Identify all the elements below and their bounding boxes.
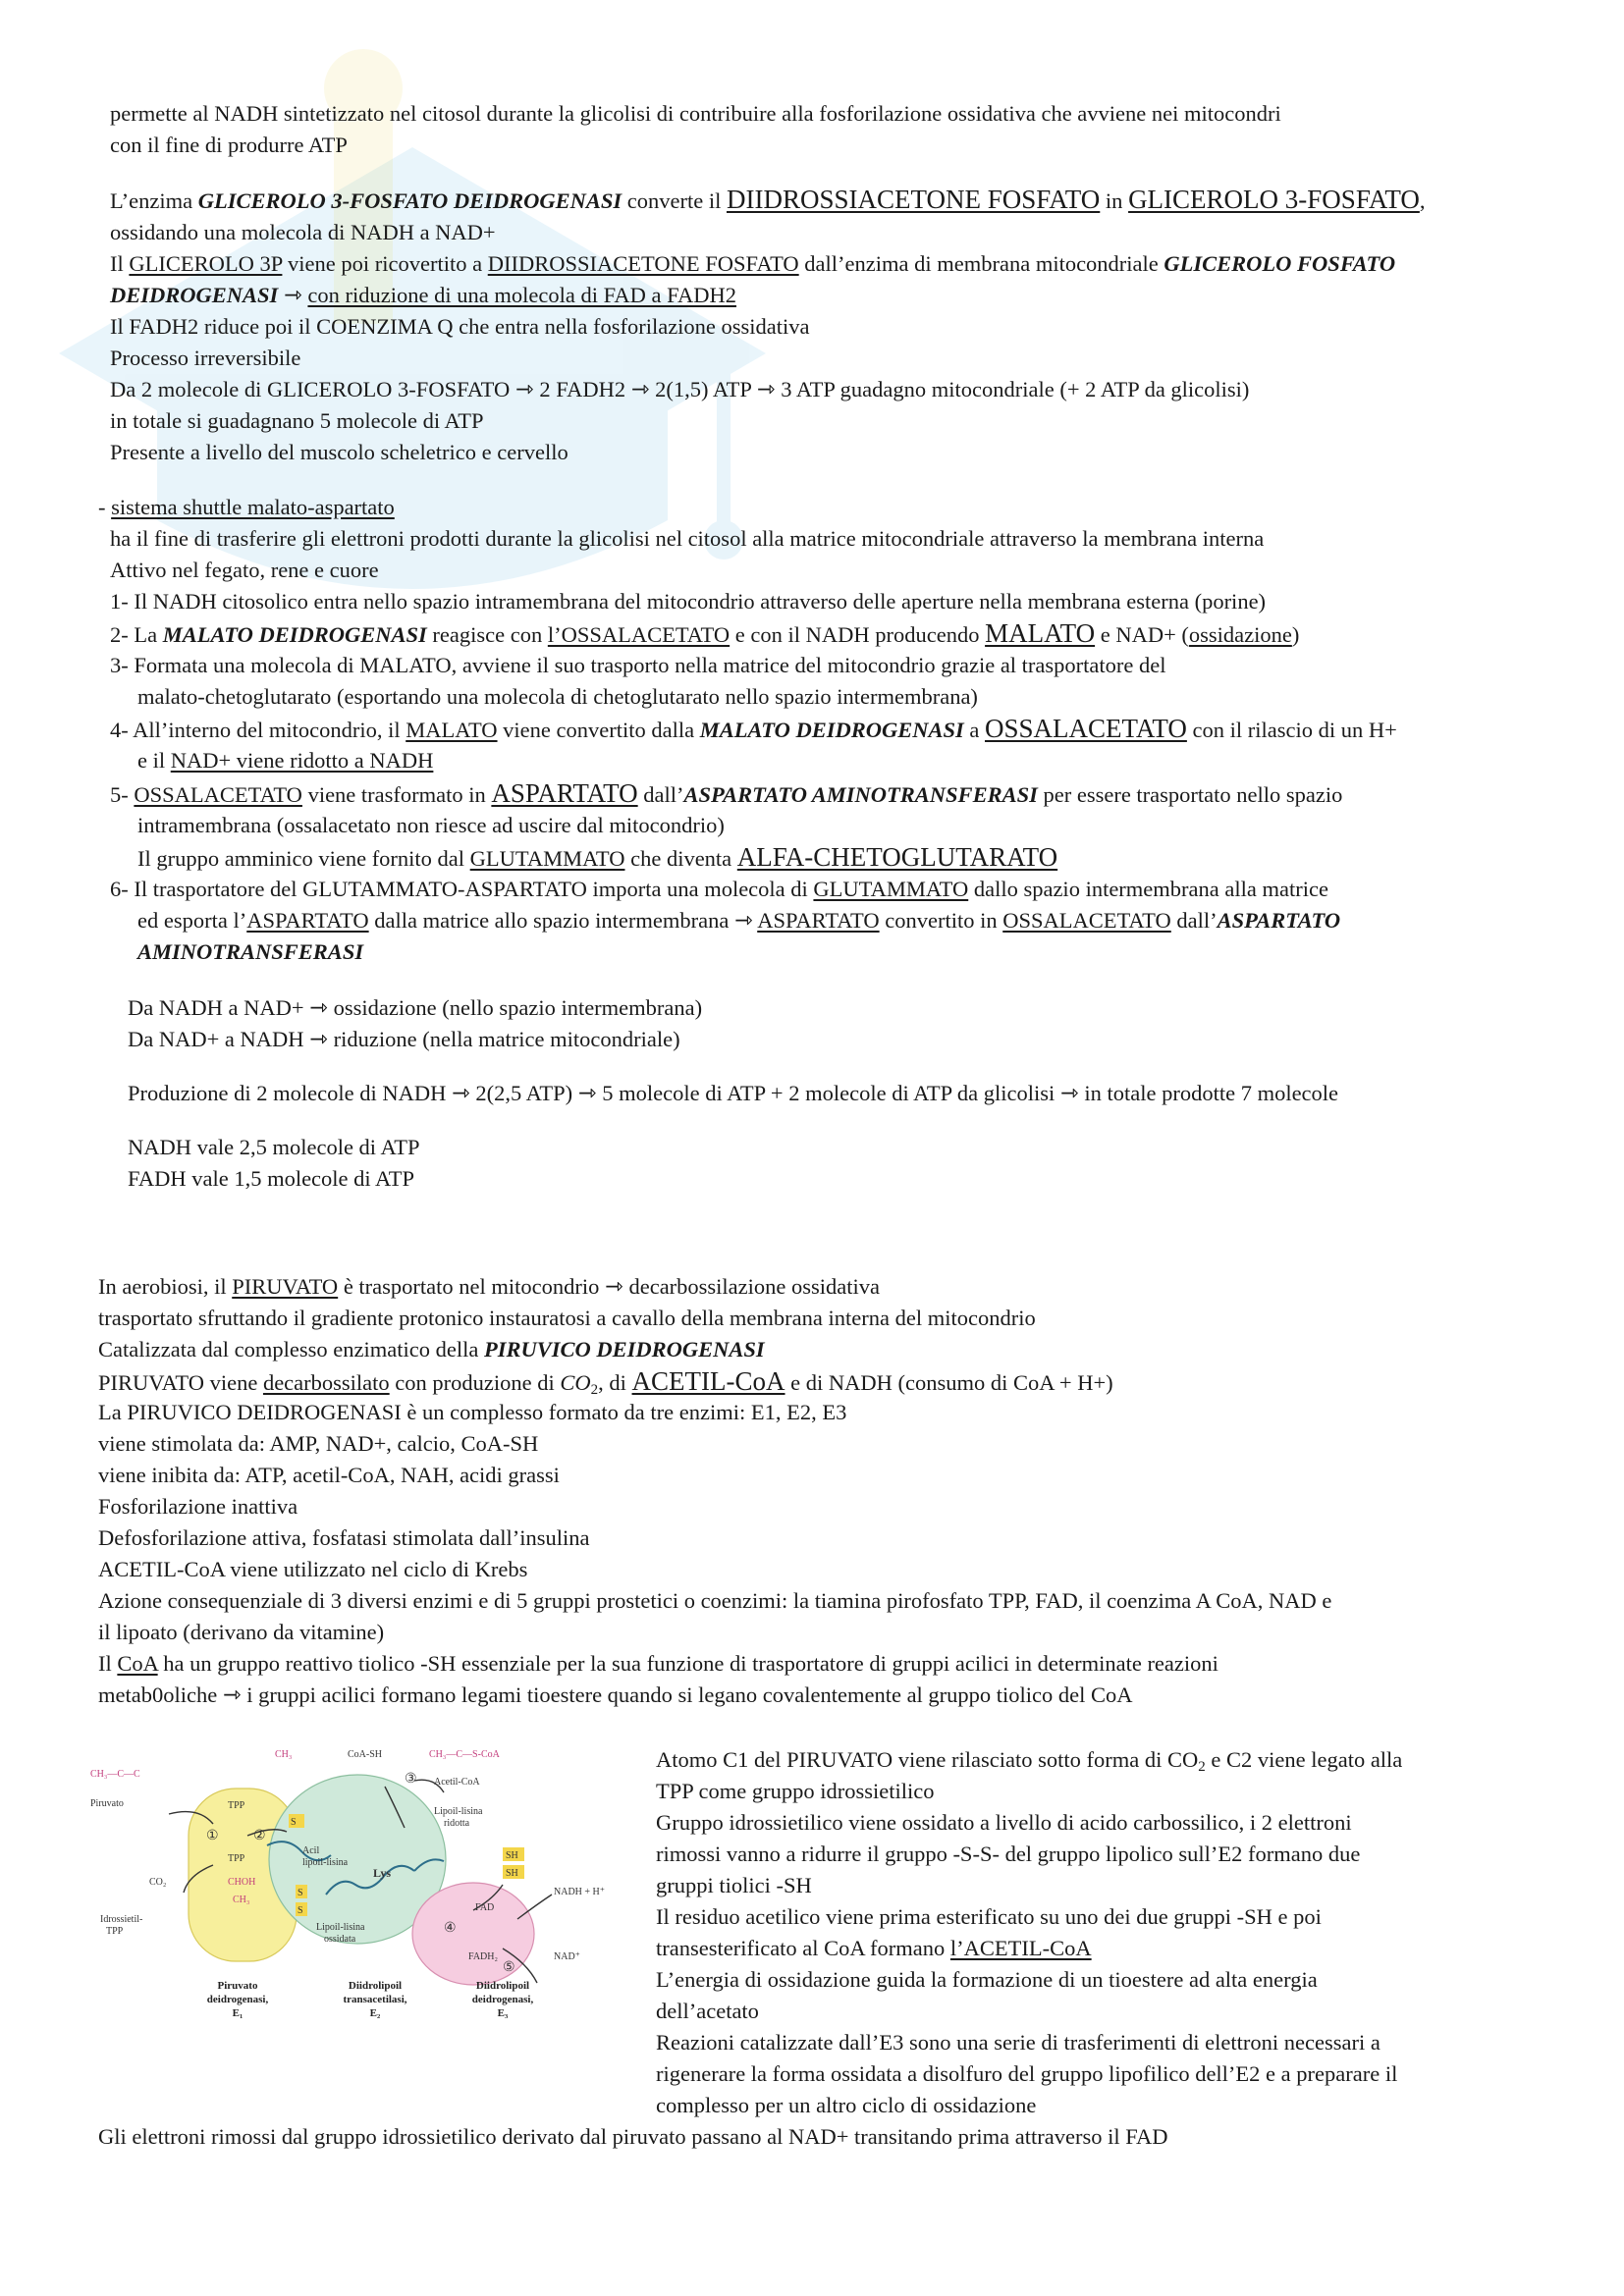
text-line: dell’acetato xyxy=(656,1999,759,2023)
ch3-label: CH₃ xyxy=(275,1749,293,1760)
text-line: La PIRUVICO DEIDROGENASI è un complesso formato da tre enzimi: E1, E2, E3 xyxy=(98,1400,847,1424)
reduced-lipoyl-label: Lipoil-lisina xyxy=(434,1806,483,1817)
text-line: Presente a livello del muscolo scheletrico e cervello xyxy=(110,440,568,464)
text-line: ossidando una molecola di NADH a NAD+ xyxy=(110,220,496,244)
text-line: 4- All’interno del mitocondrio, il MALATO viene convertito dalla MALATO DEIDROGENASI a OSSALACETATO con il rilascio di un H+ xyxy=(110,714,1397,743)
text-line: Processo irreversibile xyxy=(110,346,301,370)
text-line: PIRUVATO viene decarbossilato con produzione di $CO_2$, di ACETIL-CoA e di NADH (consumo di CoA + H+) xyxy=(98,1366,1113,1398)
text-line: Gli elettroni rimossi dal gruppo idrossietilico derivato dal piruvato passano al NAD+ transitando prima attraverso il FAD xyxy=(98,2124,1168,2149)
text-line: 1- Il NADH citosolico entra nello spazio intramembrana del mitocondrio attraverso delle aperture nella membrana esterna (porine) xyxy=(110,589,1267,614)
s-label: S xyxy=(291,1817,297,1828)
e1-caption: Piruvato xyxy=(217,1980,258,1992)
acyl-label: Acil xyxy=(302,1845,320,1856)
text-line: ACETIL-CoA viene utilizzato nel ciclo di Krebs xyxy=(98,1557,528,1581)
text-line: L’energia di ossidazione guida la formazione di un tioestere ad alta energia xyxy=(656,1967,1318,1992)
text-line: NADH vale 2,5 molecole di ATP xyxy=(128,1135,420,1159)
pdh-complex-figure xyxy=(90,1737,621,2032)
text-line: Fosforilazione inattiva xyxy=(98,1494,298,1519)
text-line: DEIDROGENASI ⇾ con riduzione di una molecola di FAD a FADH2 xyxy=(110,283,736,307)
text-line: Da NAD+ a NADH ⇾ riduzione (nella matrice mitocondriale) xyxy=(128,1027,680,1051)
acetylcoa-label: Acetil-CoA xyxy=(434,1777,480,1788)
text-line: Il CoA ha un gruppo reattivo tiolico -SH essenziale per la sua funzione di trasportatore di gruppi acilici in determinate reazioni xyxy=(98,1651,1218,1676)
text-line: il lipoato (derivano da vitamine) xyxy=(98,1620,385,1644)
text-line: FADH vale 1,5 molecole di ATP xyxy=(128,1166,415,1191)
text-line: AMINOTRANSFERASI xyxy=(137,939,364,964)
oxidized-lipoyl-label: ossidata xyxy=(324,1934,356,1945)
ch3-label: CH₃ xyxy=(233,1895,250,1905)
e1-caption: E₁ xyxy=(232,2007,244,2019)
text-line: 2- La MALATO DEIDROGENASI reagisce con l’OSSALACETATO e con il NADH producendo MALATO e NAD+ (ossidazione) xyxy=(110,618,1300,648)
nadh-label: NADH + H⁺ xyxy=(554,1887,606,1897)
text-line: Il gruppo amminico viene fornito dal GLUTAMMATO che diventa ALFA-CHETOGLUTARATO xyxy=(137,842,1058,872)
acyl-label: lipoil-lisina xyxy=(302,1857,349,1868)
e1-caption: deidrogenasi, xyxy=(206,1994,269,2005)
tpp-label: TPP xyxy=(228,1853,245,1864)
pyruvate-formula: CH₃—C—C xyxy=(90,1769,140,1780)
text-line: Reazioni catalizzate dall’E3 sono una serie di trasferimenti di elettroni necessari a xyxy=(656,2030,1380,2055)
text-line: In aerobiosi, il PIRUVATO è trasportato nel mitocondrio ⇾ decarbossilazione ossidativa xyxy=(98,1274,881,1299)
step-number: ① xyxy=(206,1829,219,1843)
text-line: Produzione di 2 molecole di NADH ⇾ 2(2,5 ATP) ⇾ 5 molecole di ATP + 2 molecole di ATP da glicolisi ⇾ in totale prodotte 7 molecole xyxy=(128,1081,1339,1105)
text-line: con il fine di produrre ATP xyxy=(110,133,348,157)
text-line: TPP come gruppo idrossietilico xyxy=(656,1779,935,1803)
text-line: permette al NADH sintetizzato nel citosol durante la glicolisi di contribuire alla fosforilazione ossidativa che avviene nei mitocondri xyxy=(110,101,1281,126)
e2-caption: E₂ xyxy=(369,2007,381,2019)
coash-label: CoA-SH xyxy=(348,1749,383,1760)
e2-caption: Diidrolipoil xyxy=(348,1980,403,1992)
hydroxyethyl-label: TPP xyxy=(106,1926,124,1937)
text-line: - sistema shuttle malato-aspartato xyxy=(98,495,395,519)
text-line: Il residuo acetilico viene prima esterificato su uno dei due gruppi -SH e poi xyxy=(656,1904,1322,1929)
fad-label: FAD xyxy=(475,1902,495,1913)
text-line: Da NADH a NAD+ ⇾ ossidazione (nello spazio intermembrana) xyxy=(128,995,703,1020)
sh-label: SH xyxy=(506,1868,518,1879)
hydroxyethyl-label: Idrossietil- xyxy=(100,1914,143,1925)
text-line: Attivo nel fegato, rene e cuore xyxy=(110,558,379,582)
text-line: Azione consequenziale di 3 diversi enzimi e di 5 gruppi prostetici o coenzimi: la tiamina pirofosfato TPP, FAD, il coenzima A CoA, NAD e xyxy=(98,1588,1332,1613)
text-line: metab0oliche ⇾ i gruppi acilici formano legami tioestere quando si legano covalentemente al gruppo tiolico del CoA xyxy=(98,1682,1133,1707)
text-line: rigenerare la forma ossidata a disolfuro del gruppo lipofilico dell’E2 e a preparare il xyxy=(656,2061,1398,2086)
text-line: Da 2 molecole di GLICEROLO 3-FOSFATO ⇾ 2 FADH2 ⇾ 2(1,5) ATP ⇾ 3 ATP guadagno mitocondriale (+ 2 ATP da glicolisi) xyxy=(110,377,1250,401)
e3-caption: deidrogenasi, xyxy=(471,1994,534,2005)
text-line: intramembrana (ossalacetato non riesce ad uscire dal mitocondrio) xyxy=(137,813,725,837)
text-line: Il GLICEROLO 3P viene poi ricovertito a DIIDROSSIACETONE FOSFATO dall’enzima di membrana mitocondriale GLICEROLO FOSFATO xyxy=(110,251,1396,276)
acetylcoa-formula: CH₃—C—S-CoA xyxy=(429,1749,500,1760)
sh-label: SH xyxy=(506,1850,518,1861)
text-line: viene inibita da: ATP, acetil-CoA, NAH, acidi grassi xyxy=(98,1463,560,1487)
step-number: ② xyxy=(253,1829,266,1843)
text-line: complesso per un altro ciclo di ossidazione xyxy=(656,2093,1037,2117)
e3-caption: E₃ xyxy=(497,2007,509,2019)
e3-region xyxy=(412,1883,534,1985)
tpp-label: TPP xyxy=(228,1800,245,1811)
text-line: trasportato sfruttando il gradiente protonico instauratosi a cavallo della membrana interna del mitocondrio xyxy=(98,1306,1036,1330)
text-line: transesterificato al CoA formano l’ACETIL-CoA xyxy=(656,1936,1092,1960)
oxidized-lipoyl-label: Lipoil-lisina xyxy=(316,1922,365,1933)
text-line: ha il fine di trasferire gli elettroni prodotti durante la glicolisi nel citosol alla matrice mitocondriale attraverso la membrana interna xyxy=(110,526,1265,551)
text-line: in totale si guadagnano 5 molecole di ATP xyxy=(110,408,484,433)
s-label: S xyxy=(298,1905,303,1916)
text-line: 6- Il trasportatore del GLUTAMMATO-ASPARTATO importa una molecola di GLUTAMMATO dallo spazio intermembrana alla matrice xyxy=(110,877,1328,901)
text-line: L’enzima GLICEROLO 3-FOSFATO DEIDROGENASI converte il DIIDROSSIACETONE FOSFATO in GLICEROLO 3-FOSFATO, xyxy=(110,185,1426,214)
step-number: ③ xyxy=(405,1772,417,1787)
nad-label: NAD⁺ xyxy=(554,1951,580,1962)
text-line: Il FADH2 riduce poi il COENZIMA Q che entra nella fosforilazione ossidativa xyxy=(110,314,810,339)
step-number: ⑤ xyxy=(503,1960,515,1975)
fadh2-label: FADH₂ xyxy=(468,1951,498,1962)
reduced-lipoyl-label: ridotta xyxy=(444,1818,470,1829)
text-line: 3- Formata una molecola di MALATO, avviene il suo trasporto nella matrice del mitocondrio grazie al trasportatore del xyxy=(110,653,1166,677)
step-number: ④ xyxy=(444,1921,457,1936)
co2-label: CO₂ xyxy=(149,1877,167,1888)
s-label: S xyxy=(298,1888,303,1898)
text-line: 5- OSSALACETATO viene trasformato in ASPARTATO dall’ASPARTATO AMINOTRANSFERASI per essere trasportato nello spazio xyxy=(110,778,1343,808)
text-line: rimossi vanno a ridurre il gruppo -S-S- del gruppo lipolico sull’E2 formano due xyxy=(656,1842,1361,1866)
text-line: ed esporta l’ASPARTATO dalla matrice allo spazio intermembrana ⇾ ASPARTATO convertito in OSSALACETATO dall’ASPARTATO xyxy=(137,908,1341,933)
text-line: Gruppo idrossietilico viene ossidato a livello di acido carbossilico, i 2 elettroni xyxy=(656,1810,1352,1835)
text-line: Atomo C1 del PIRUVATO viene rilasciato sotto forma di $CO_2$ e C2 viene legato alla xyxy=(656,1747,1403,1775)
piruvato-label: Piruvato xyxy=(90,1798,124,1809)
text-line: Catalizzata dal complesso enzimatico della PIRUVICO DEIDROGENASI xyxy=(98,1337,765,1362)
choh-label: CHOH xyxy=(228,1877,256,1888)
text-line: Defosforilazione attiva, fosfatasi stimolata dall’insulina xyxy=(98,1525,590,1550)
e2-caption: transacetilasi, xyxy=(343,1994,407,2005)
text-line: viene stimolata da: AMP, NAD+, calcio, CoA-SH xyxy=(98,1431,539,1456)
text-line: malato-chetoglutarato (esportando una molecola di chetoglutarato nello spazio intermembrana) xyxy=(137,684,978,709)
text-line: e il NAD+ viene ridotto a NADH xyxy=(137,748,434,773)
text-line: gruppi tiolici -SH xyxy=(656,1873,812,1897)
lys-label: Lys xyxy=(373,1866,392,1880)
e3-caption: Diidrolipoil xyxy=(475,1980,530,1992)
